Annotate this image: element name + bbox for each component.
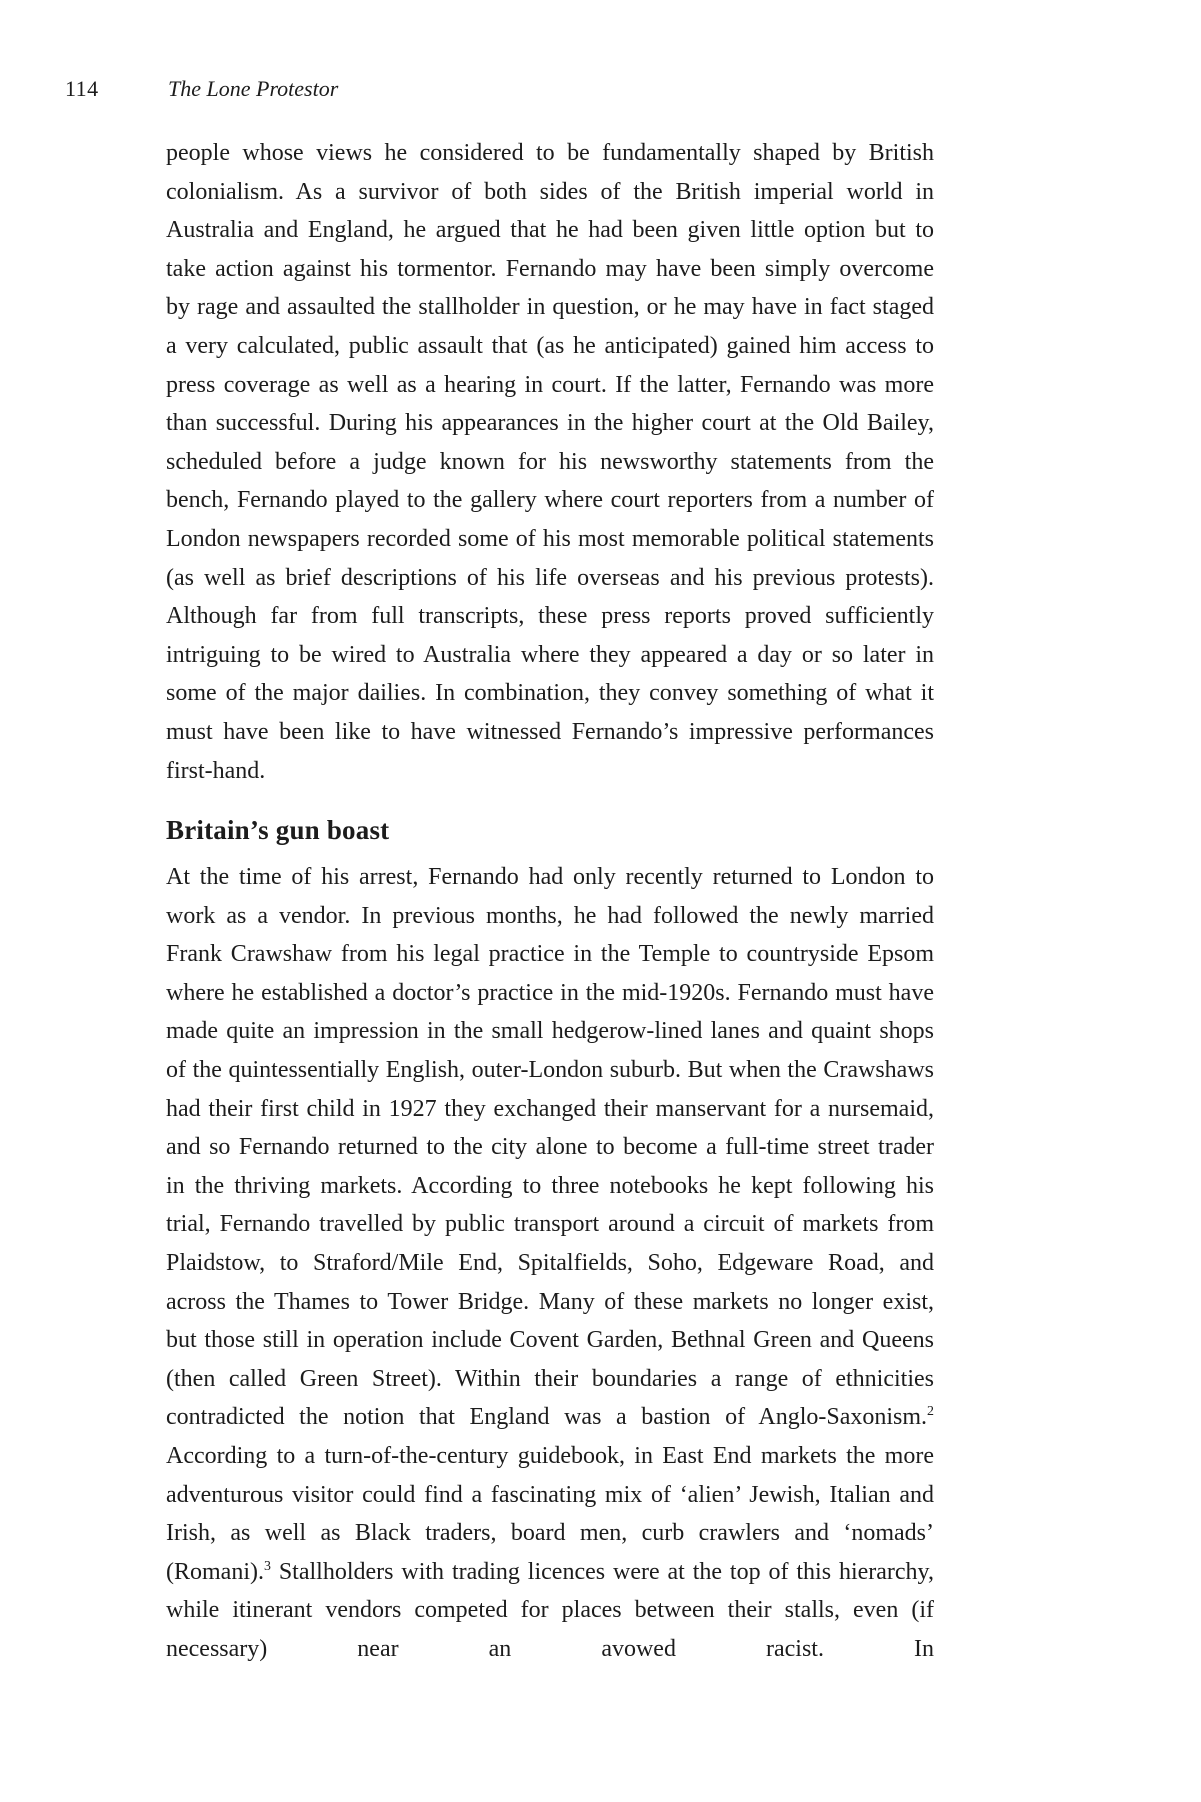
paragraph-2-segment-3: Stallholders with trading licences were at the top of this hierarchy, while itinerant vendors competed for places between their stalls, even (if necessary) near an avowed racist. In <box>166 1558 934 1662</box>
paragraph-2 <box>166 858 934 1668</box>
paragraph-2-segment-2: According to a turn-of-the-century guidebook, in East End markets the more adventurous visitor could find a fascinating mix of ‘alien’ Jewish, Italian and Irish, as well as Black traders, board men, curb crawlers and ‘nomads’ (Romani). <box>166 1443 934 1585</box>
running-head-title: The Lone Protestor <box>168 76 339 101</box>
footnote-ref-3: 3 <box>263 1558 271 1574</box>
footnote-ref-2: 2 <box>927 1404 934 1420</box>
paragraph-2-segment-1: At the time of his arrest, Fernando had only recently returned to London to work as a vendor. In previous months, he had followed the newly married Frank Crawshaw from his legal practice in the Temple to countryside Epsom where he established a doctor’s practice in the mid-1920s. Fernando must have made quite an impression in the small hedgerow-lined lanes and quaint shops of the quintessentially English, outer-London suburb. But when the Crawshaws had their first child in 1927 they exchanged their manservant for a nursemaid, and so Fernando returned to the city alone to become a full-time street trader in the thriving markets. According to three notebooks he kept following his trial, Fernando travelled by public transport around a circuit of markets from Plaidstow, to Straford/Mile End, Spitalfields, Soho, Edgeware Road, and across the Thames to Tower Bridge. Many of these markets no longer exist, but those still in operation include Covent Garden, Bethnal Green and Queens (then called Green Street). Within their boundaries a range of ethnicities contradicted the notion that England was a bastion of Anglo-Saxonism. <box>166 864 934 1431</box>
section-heading: Britain’s gun boast <box>166 815 390 846</box>
page-number: 114 <box>65 76 99 101</box>
page-header <box>65 76 1035 106</box>
body-text-block <box>166 134 934 1669</box>
paragraph-1: people whose views he considered to be fundamentally shaped by British colonialism. As a survivor of both sides of the British imperial world in Australia and England, he argued that he had been given little option but to take action against his tormentor. Fernando may have been simply overcome by rage and assaulted the stallholder in question, or he may have in fact staged a very calculated, public assault that (as he anticipated) gained him access to press coverage as well as a hearing in court. If the latter, Fernando was more than successful. During his appearances in the higher court at the Old Bailey, scheduled before a judge known for his newsworthy statements from the bench, Fernando played to the gallery where court reporters from a number of London newspapers recorded some of his most memorable political statements (as well as brief descriptions of his life overseas and his previous protests). Although far from full transcripts, these press reports proved sufficiently intriguing to be wired to Australia where they appeared a day or so later in some of the major dailies. In combination, they convey something of what it must have been like to have witnessed Fernando’s impressive performances first-hand. <box>166 140 934 784</box>
